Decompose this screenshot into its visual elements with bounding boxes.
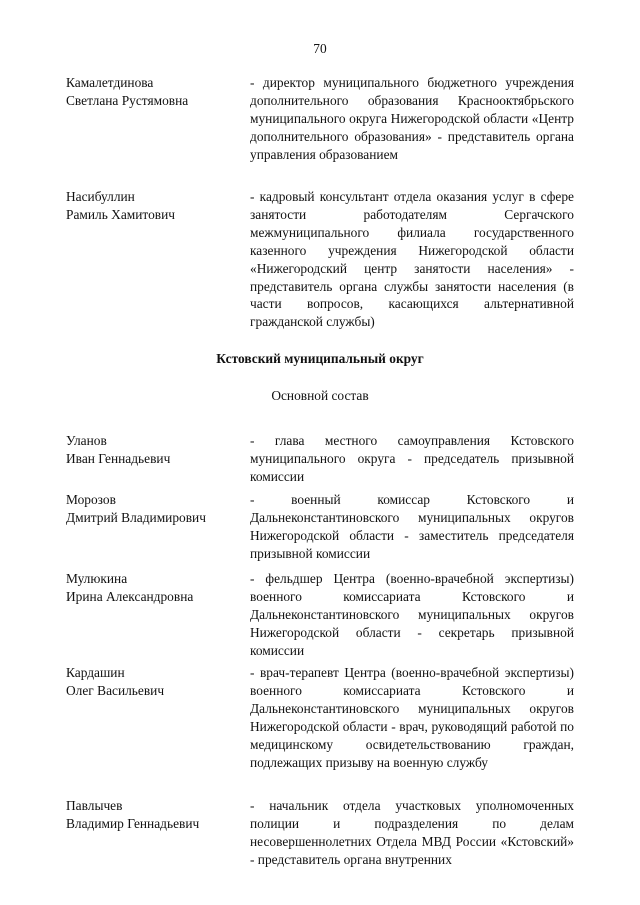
member-surname: Павлычев bbox=[66, 798, 123, 813]
member-given-name: Ирина Александровна bbox=[66, 588, 194, 604]
member-given-name: Иван Геннадьевич bbox=[66, 450, 171, 466]
member-given-name: Владимир Геннадьевич bbox=[66, 815, 200, 831]
member-role: - военный комиссар Кстовского и Дальнеконстантиновского муниципальных округов Нижегородской области - заместитель председателя призывной комиссии bbox=[250, 492, 574, 561]
member-given-name: Дмитрий Владимирович bbox=[66, 509, 206, 525]
member-surname: Камалетдинова bbox=[66, 75, 154, 90]
member-surname: Насибуллин bbox=[66, 189, 135, 204]
member-role: - фельдшер Центра (военно-врачебной экспертизы) военного комиссариата Кстовского и Дальнеконстантиновского муниципальных округов Нижегородской области - секретарь призывной комиссии bbox=[250, 571, 574, 658]
member-role: - глава местного самоуправления Кстовского муниципального округа - председатель призывной комиссии bbox=[250, 433, 574, 484]
member-name bbox=[66, 491, 244, 527]
member-surname: Морозов bbox=[66, 492, 116, 507]
member-surname: Уланов bbox=[66, 433, 107, 448]
member-given-name: Светлана Рустямовна bbox=[66, 92, 189, 108]
member-name bbox=[66, 570, 244, 606]
member-role: - директор муниципального бюджетного учреждения дополнительного образования Краснооктябрьского муниципального округа Нижегородской области «Центр дополнительного образования» - представитель органа управления образованием bbox=[250, 75, 574, 162]
page-number: 70 bbox=[313, 41, 327, 56]
member-name bbox=[66, 188, 244, 224]
member-role: - кадровый консультант отдела оказания услуг в сфере занятости работодателям Сергачского межмуниципального филиала государственного казенного учреждения Нижегородской области «Нижегородский центр занятости населения» - представитель органа службы занятости населения (в части вопросов, касающихся альтернативной гражданской службы) bbox=[250, 189, 574, 330]
member-name bbox=[66, 432, 244, 468]
member-surname: Кардашин bbox=[66, 665, 125, 680]
member-name bbox=[66, 664, 244, 700]
member-role: - начальник отдела участковых уполномоченных полиции и подразделения по делам несовершеннолетних Отдела МВД России «Кстовский» - представитель органа внутренних bbox=[250, 798, 574, 867]
member-name bbox=[66, 74, 244, 110]
member-name bbox=[66, 797, 244, 833]
member-given-name: Олег Васильевич bbox=[66, 682, 165, 698]
subsection-title: Основной состав bbox=[271, 388, 369, 403]
member-role: - врач-терапевт Центра (военно-врачебной экспертизы) военного комиссариата Кстовского и Дальнеконстантиновского муниципальных округов Нижегородской области - врач, руководящий работой по медицинскому освидетельствованию граждан, подлежащих призыву на военную службу bbox=[250, 665, 574, 770]
member-surname: Мулюкина bbox=[66, 571, 128, 586]
section-title: Кстовский муниципальный округ bbox=[216, 351, 424, 366]
member-given-name: Рамиль Хамитович bbox=[66, 206, 176, 222]
